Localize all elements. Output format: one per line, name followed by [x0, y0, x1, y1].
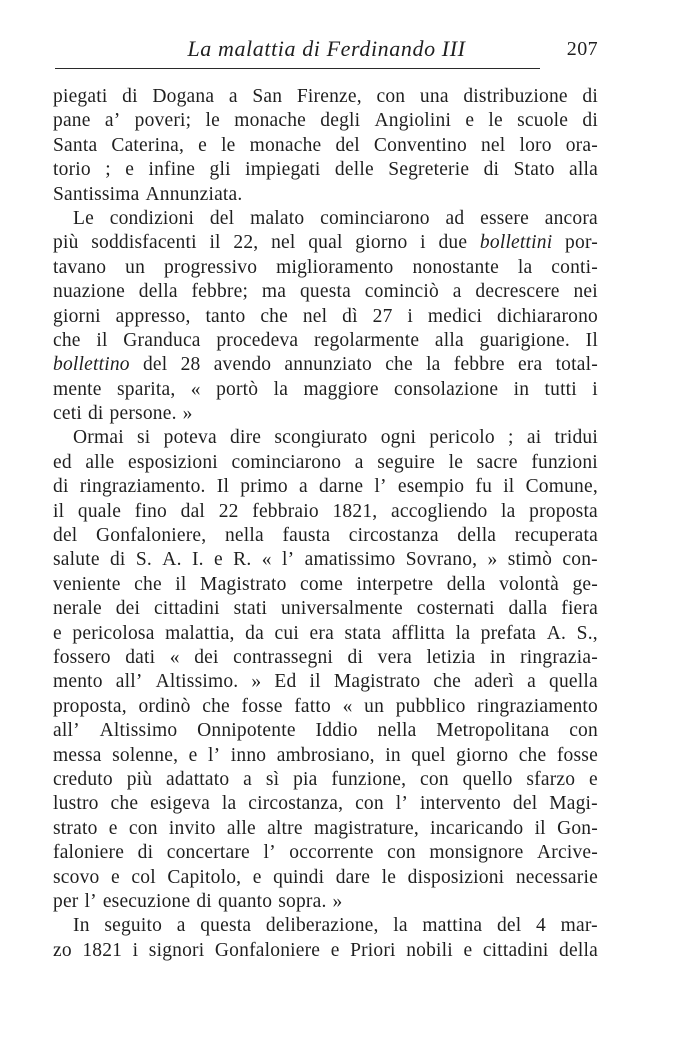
text-line: zo 1821 i signori Gonfaloniere e Priori nobili e cittadini della [53, 939, 598, 961]
text-line: per l’ esecuzione di quanto sopra. » [53, 890, 343, 912]
text-line: del Gonfaloniere, nella fausta circostanza della recuperata [53, 525, 598, 547]
text-line: Santa Caterina, e le monache del Conventino nel loro ora- [53, 134, 598, 156]
text-line: il quale fino dal 22 febbraio 1821, accogliendo la proposta [53, 500, 598, 522]
text-line: nerale dei cittadini stati universalmente costernati dalla fiera [53, 598, 598, 620]
text-line: creduto più adattato a sì pia funzione, con quello sfarzo e [53, 768, 598, 790]
text-line: torio ; e infine gli impiegati delle Segreterie di Stato alla [53, 159, 598, 181]
text-line: tavano un progressivo miglioramento nonostante la conti- [53, 256, 598, 278]
text-line: e pericolosa malattia, da cui era stata afflitta la prefata A. S., [53, 622, 598, 644]
page-number: 207 [566, 38, 598, 60]
running-title: La malattia di Ferdinando III [187, 36, 466, 61]
text-line: Ormai si poteva dire scongiurato ogni pericolo ; ai tridui [73, 427, 598, 449]
text-line: scovo e col Capitolo, e quindi dare le disposizioni necessarie [53, 866, 598, 888]
text-line: mento all’ Altissimo. » Ed il Magistrato che aderì a quella [53, 671, 598, 693]
text-line: proposta, ordinò che fosse fatto « un pubblico ringraziamento [53, 695, 598, 717]
text-line: mente sparita, « portò la maggiore consolazione in tutti i [53, 378, 598, 400]
text-line: pane a’ poveri; le monache degli Angiolini e le scuole di [53, 110, 598, 132]
text-line: veniente che il Magistrato come interpetre della volontà ge- [53, 573, 598, 595]
text-line: fossero dati « dei contrassegni di vera letizia in ringrazia- [53, 646, 598, 668]
text-line: all’ Altissimo Onnipotente Iddio nella Metropolitana con [53, 720, 598, 742]
text-line: ceti di persone. » [53, 403, 193, 425]
text-line: messa solenne, e l’ inno ambrosiano, in quel giorno che fosse [53, 744, 598, 766]
text-line: Santissima Annunziata. [53, 183, 243, 205]
header-rule [55, 68, 540, 69]
text-line: Le condizioni del malato cominciarono ad essere ancora [73, 207, 598, 229]
text-line: bollettino del 28 avendo annunziato che la febbre era total- [53, 354, 598, 376]
text-line: lustro che esigeva la circostanza, con l’ intervento del Magi- [53, 793, 598, 815]
page-header [55, 34, 598, 68]
text-line: nuazione della febbre; ma questa cominciò a decrescere nei [53, 281, 598, 303]
text-line: In seguito a questa deliberazione, la mattina del 4 mar- [73, 915, 598, 937]
text-line: strato e con invito alle altre magistrature, incaricando il Gon- [53, 817, 598, 839]
body-text [53, 85, 598, 963]
text-line: che il Granduca procedeva regolarmente alla guarigione. Il [53, 329, 598, 351]
text-line: piegati di Dogana a San Firenze, con una distribuzione di [53, 86, 598, 107]
text-line: salute di S. A. I. e R. « l’ amatissimo Sovrano, » stimò con- [53, 549, 598, 571]
text-line: faloniere di concertare l’ occorrente con monsignore Arcive- [53, 842, 598, 864]
text-line: giorni appresso, tanto che nel dì 27 i medici dichiararono [53, 305, 598, 327]
text-line: più soddisfacenti il 22, nel qual giorno i due bollettini por- [53, 232, 598, 254]
text-line: ed alle esposizioni cominciarono a seguire le sacre funzioni [53, 451, 598, 473]
text-line: di ringraziamento. Il primo a darne l’ esempio fu il Comune, [53, 476, 598, 498]
